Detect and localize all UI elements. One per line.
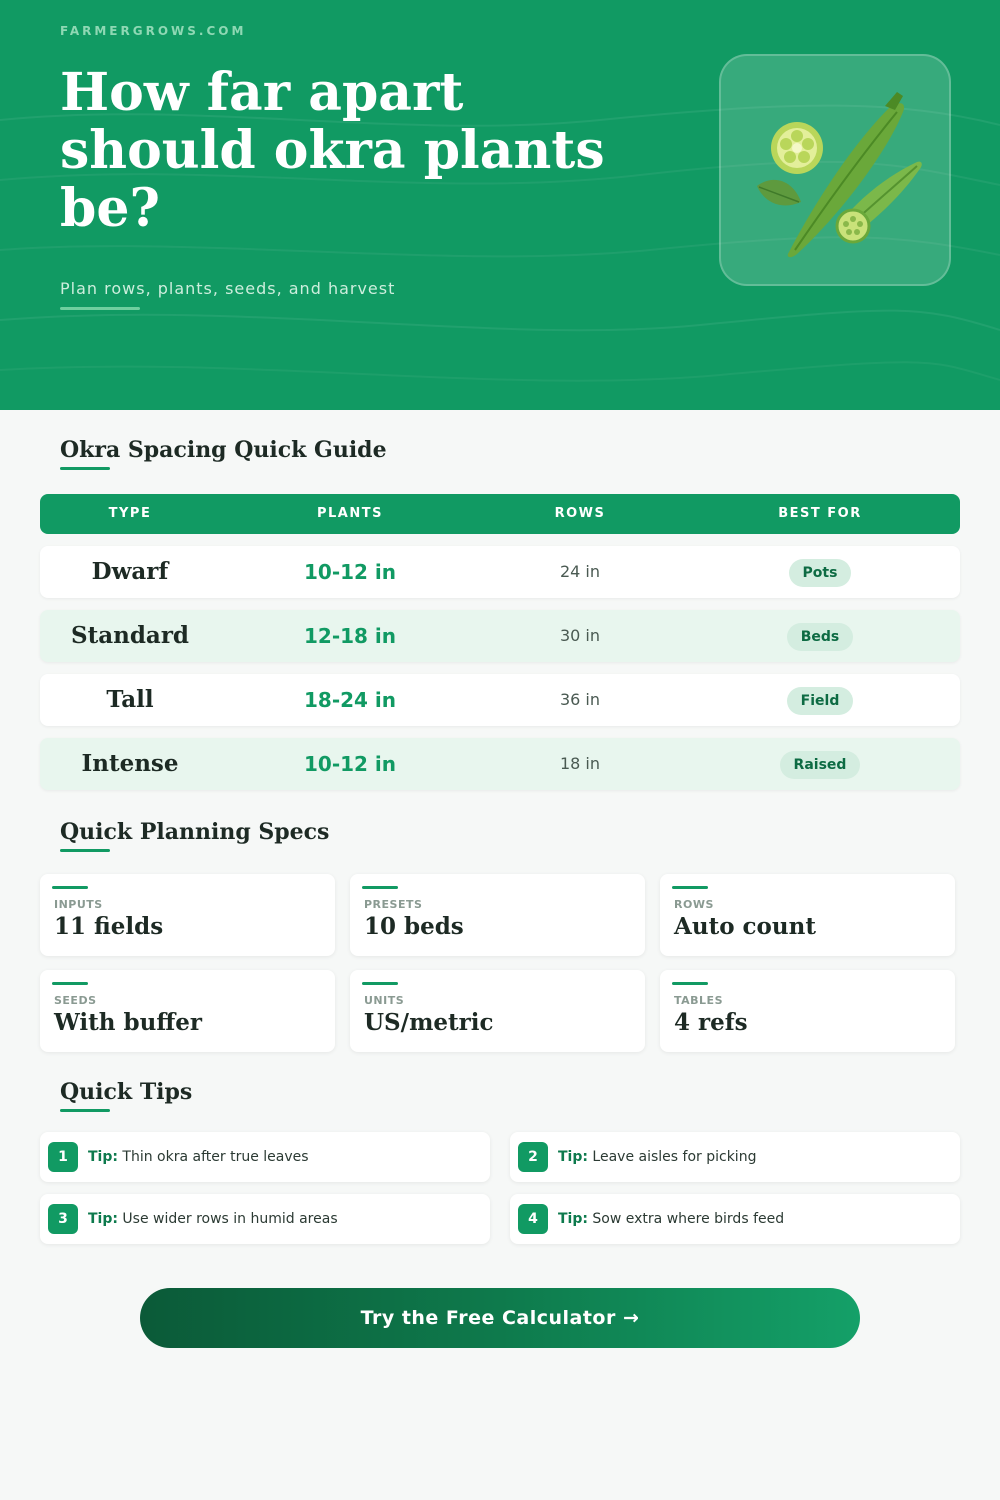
- column-header-best-for: BEST FOR: [778, 506, 862, 521]
- table-row: [40, 610, 960, 662]
- tip-lead: Tip:: [88, 1211, 118, 1227]
- tip-lead: Tip:: [558, 1149, 588, 1165]
- spec-card-inputs: [40, 874, 335, 956]
- guide-title-underline: [60, 467, 110, 470]
- spec-card-presets: [350, 874, 645, 956]
- row-best-for: [730, 610, 910, 662]
- tip-lead: Tip:: [558, 1211, 588, 1227]
- row-plant-spacing: 12-18 in: [303, 624, 397, 648]
- tip-number-badge: 3: [48, 1204, 78, 1234]
- subtitle-underline: [60, 307, 140, 310]
- tip-text: [88, 1194, 338, 1244]
- spec-accent-bar: [52, 886, 88, 889]
- hero-banner: [0, 0, 1000, 410]
- spec-label: UNITS: [364, 994, 405, 1007]
- row-row-spacing: 30 in: [559, 626, 601, 645]
- okra-pods-icon: [721, 56, 953, 288]
- tip-body: Thin okra after true leaves: [122, 1149, 309, 1165]
- spec-value: 10 beds: [364, 913, 464, 940]
- table-row: [40, 738, 960, 790]
- row-type: Tall: [106, 686, 154, 713]
- tips-title: Quick Tips: [60, 1079, 193, 1105]
- best-for-badge: Beds: [787, 623, 854, 651]
- row-plant-spacing: 10-12 in: [303, 752, 397, 776]
- row-best-for: [730, 674, 910, 726]
- table-row: [40, 546, 960, 598]
- specs-title-underline: [60, 849, 110, 852]
- tip-number-badge: 2: [518, 1142, 548, 1172]
- spec-value: With buffer: [54, 1009, 202, 1036]
- spec-accent-bar: [672, 886, 708, 889]
- spec-accent-bar: [362, 982, 398, 985]
- best-for-badge: Pots: [789, 559, 852, 587]
- spec-value: 4 refs: [674, 1009, 748, 1036]
- spec-accent-bar: [52, 982, 88, 985]
- calculator-cta-button[interactable]: Try the Free Calculator →: [140, 1288, 860, 1348]
- row-type: Intense: [81, 750, 179, 777]
- row-plant-spacing: 18-24 in: [303, 688, 397, 712]
- spec-label: TABLES: [674, 994, 723, 1007]
- spec-value: Auto count: [674, 913, 816, 940]
- tip-card: [510, 1132, 960, 1182]
- tip-card: [40, 1132, 490, 1182]
- guide-table-header: [40, 494, 960, 534]
- page-title: How far apart should okra plants be?: [60, 62, 605, 239]
- spec-label: PRESETS: [364, 898, 423, 911]
- spec-card-tables: [660, 970, 955, 1052]
- column-header-plants: PLANTS: [317, 506, 383, 521]
- row-type: Dwarf: [91, 558, 169, 585]
- column-header-type: TYPE: [108, 506, 152, 521]
- specs-title: Quick Planning Specs: [60, 819, 330, 845]
- row-row-spacing: 24 in: [559, 562, 601, 581]
- spec-card-rows: [660, 874, 955, 956]
- spec-label: INPUTS: [54, 898, 103, 911]
- row-best-for: [730, 546, 910, 598]
- guide-title: Okra Spacing Quick Guide: [60, 437, 387, 463]
- spec-accent-bar: [362, 886, 398, 889]
- hero-illustration-card: [719, 54, 951, 286]
- tip-lead: Tip:: [88, 1149, 118, 1165]
- tip-body: Leave aisles for picking: [592, 1149, 757, 1165]
- row-plant-spacing: 10-12 in: [303, 560, 397, 584]
- brand-name: FARMERGROWS.COM: [60, 24, 247, 38]
- tip-number-badge: 1: [48, 1142, 78, 1172]
- column-header-rows: ROWS: [554, 506, 606, 521]
- best-for-badge: Raised: [780, 751, 861, 779]
- tip-text: [558, 1132, 756, 1182]
- spec-value: US/metric: [364, 1009, 494, 1036]
- best-for-badge: Field: [787, 687, 854, 715]
- tip-card: [40, 1194, 490, 1244]
- spec-value: 11 fields: [54, 913, 164, 940]
- row-row-spacing: 18 in: [559, 754, 601, 773]
- tip-card: [510, 1194, 960, 1244]
- row-best-for: [730, 738, 910, 790]
- tip-number-badge: 4: [518, 1204, 548, 1234]
- spec-card-seeds: [40, 970, 335, 1052]
- tip-text: [88, 1132, 309, 1182]
- spec-label: ROWS: [674, 898, 714, 911]
- table-row: [40, 674, 960, 726]
- spec-label: SEEDS: [54, 994, 97, 1007]
- row-type: Standard: [70, 622, 190, 649]
- spec-card-units: [350, 970, 645, 1052]
- tip-body: Use wider rows in humid areas: [122, 1211, 338, 1227]
- tips-title-underline: [60, 1109, 110, 1112]
- spec-accent-bar: [672, 982, 708, 985]
- tip-body: Sow extra where birds feed: [592, 1211, 785, 1227]
- tip-text: [558, 1194, 784, 1244]
- page-subtitle: Plan rows, plants, seeds, and harvest: [60, 279, 396, 298]
- row-row-spacing: 36 in: [559, 690, 601, 709]
